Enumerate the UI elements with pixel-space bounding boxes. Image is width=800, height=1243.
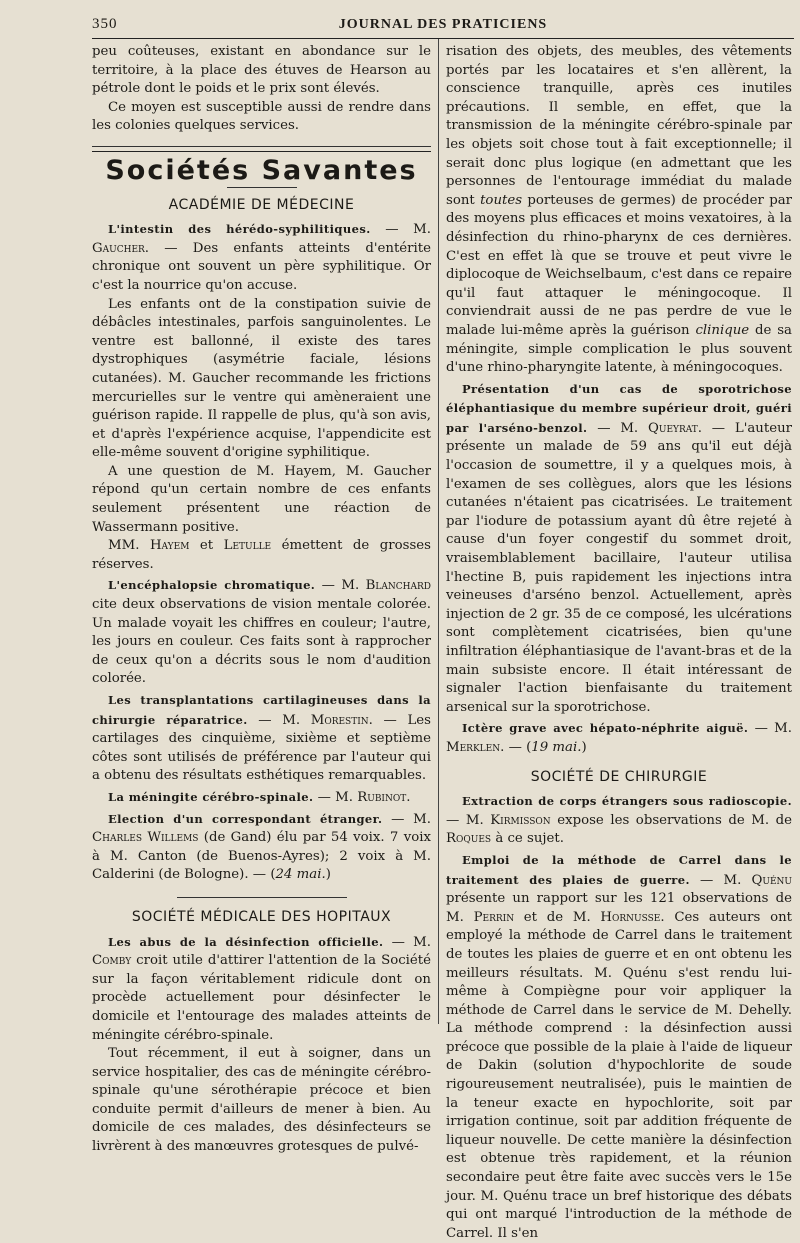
author-name: Letulle xyxy=(223,538,272,554)
intro-paragraph: Ce moyen est susceptible aussi de rendre dans les colonies quelques services. xyxy=(92,99,431,134)
entry-text: à ce sujet. xyxy=(491,831,564,847)
entry-author: Merklen xyxy=(446,739,501,755)
section-title-chirurgie: SOCIÉTÉ DE CHIRURGIE xyxy=(530,768,708,785)
entry-dash: — M. xyxy=(689,872,752,888)
entry-election xyxy=(92,810,431,885)
entry-encephalopsie xyxy=(92,576,431,689)
entry-author: Charles Willems xyxy=(92,830,199,846)
entry-author: Morestin xyxy=(310,712,369,728)
entry-dash: — M. xyxy=(247,712,311,728)
entry-author: Quénu xyxy=(751,872,792,888)
entry-author: Comby xyxy=(92,953,132,969)
entry-dash: — M. xyxy=(587,420,648,436)
entry-sporotrichose xyxy=(446,380,792,718)
entry-transplantations xyxy=(92,691,431,786)
entry-lead: L'intestin des hérédo-syphilitiques. xyxy=(108,222,371,237)
paragraph: A une question de M. Hayem, M. Gaucher répond qu'un certain nombre de ces enfants seulement présentent une réaction de Wassermann positive. xyxy=(92,463,431,535)
entry-lead: La méningite cérébro-spinale. xyxy=(108,789,314,804)
entry-lead: Les transplantations cartilagineuses dans la chirurgie réparatrice. xyxy=(92,693,431,727)
journal-title: JOURNAL DES PRATICIENS xyxy=(338,17,548,32)
text-run: et xyxy=(189,538,224,554)
entry-date: 24 mai. xyxy=(275,867,326,883)
entry-date: 19 mai. xyxy=(531,739,582,755)
entry-lead: Election d'un correspondant étranger. xyxy=(108,811,383,826)
text-run: de sa méningite, simple complication le plus souvent d'une rhino-pharyngite latente, à méningocoques. xyxy=(446,322,792,376)
section-title-academie: ACADÉMIE DE MÉDECINE xyxy=(168,196,355,213)
entry-dash: — M. xyxy=(370,222,431,238)
intro-paragraph: peu coûteuses, existant en abondance sur le territoire, à la place des étuves de Hearson au pétrole dont le poids et le prix sont élevés. xyxy=(92,44,431,97)
emphasis: clinique xyxy=(695,322,750,338)
entry-text: et de M. xyxy=(514,909,601,925)
entry-intestin xyxy=(92,220,431,295)
entry-author: Gaucher xyxy=(92,240,145,256)
entry-text: (de Gand) élu par 54 voix. 7 voix à M. Canton (de Buenos-Ayres); 2 voix à M. Calderini (de Bologne). — ( xyxy=(92,830,431,883)
entry-lead: Les abus de la désinfection officielle. xyxy=(108,934,384,949)
section-separator xyxy=(177,897,347,898)
main-title: Sociétés Savantes xyxy=(105,154,418,186)
entry-author: Rubinot xyxy=(357,789,407,805)
entry-author: Kirmisson xyxy=(490,812,551,828)
paragraph xyxy=(92,537,431,574)
emphasis: toutes xyxy=(480,192,523,208)
entry-meningite xyxy=(92,788,431,808)
entry-dash: — M. xyxy=(748,721,793,737)
entry-text: . xyxy=(406,789,411,805)
entry-close: ) xyxy=(325,867,331,883)
entry-text: . — Les cartilages des cinquième, sixième et septième côtes sont utilisés de préférence par l'auteur qui a obtenu des résultats esthétiques remarquables. xyxy=(92,712,431,784)
right-column xyxy=(446,43,792,1243)
entry-lead: Emploi de la méthode de Carrel dans le traitement des plaies de guerre. xyxy=(446,852,792,887)
entry-desinfection xyxy=(92,933,431,1046)
entry-lead: Extraction de corps étrangers sous radioscopie. xyxy=(462,794,792,809)
entry-lead: Présentation d'un cas de sporotrichose éléphantiasique du membre supérieur droit, guéri par l'arséno-benzol. xyxy=(446,381,792,435)
page-header xyxy=(92,14,794,39)
entry-dash: — M. xyxy=(315,578,366,594)
entry-close: ) xyxy=(581,739,587,755)
entry-dash: — M. xyxy=(446,812,491,828)
entry-text: expose les observations de M. de xyxy=(550,812,793,828)
entry-carrel xyxy=(446,851,792,1243)
left-column xyxy=(92,43,431,1157)
entry-text: . Ces auteurs ont employé la méthode de Carrel dans le traitement de toutes les plaies de guerre et en ont obtenu les meilleurs résultats. M. Quénu s'est rendu lui-même à Compiègne pour voir appliquer la méthode de Carrel dans le service de M. Dehelly. La méthode comprend : la désinfection aussi précoce que possible de la plaie à l'aide de liqueur de Dakin (solution d'hypochlorite de soude rigoureusement neutralisée), puis le maintien de la teneur exacte en hypochlorite, soit par irrigation continue, soit par addition fréquente de liqueur nouvelle. De cette manière la désinfection est obtenue très rapidement, et la réunion secondaire peut être faite avec succès vers le 15e jour. M. Quénu trace un bref historique des débats qui ont marqué l'introduction de la méthode de Carrel. Il s'en xyxy=(446,909,792,1241)
entry-author: Hornusse xyxy=(600,909,661,925)
entry-text: . — L'auteur présente un malade de 59 ans qu'il eut déjà l'occasion de soumettre, il y a quelques mois, à l'examen de ses collègues, alors que les lésions cutanées n'étaient pas cicatrisées. Le traitement par l'iodure de potassium ayant dû être rejeté à cause d'un foyer congestif du sommet droit, vraisemblablement bacillaire, l'auteur utilisa l'hectine B, puis rapidement les injections intra veineuses d'arséno benzol. Actuellement, après injection de 2 gr. 35 de ce composé, les ulcérations sont complètement cicatrisées, bien qu'une infiltration éléphantiasique de l'avant-bras et de la main subsiste encore. Il était intéressant de signaler l'action bienfaisante du traitement arsenical sur la sporotrichose. xyxy=(446,420,792,715)
entry-text: cite deux observations de vision mentale colorée. Un malade voyait les chiffres en couleur; l'autre, les jours en couleur. Ces faits sont à rapprocher de ceux qu'on a décrits sous le nom d'audition colorée. xyxy=(92,597,431,687)
entry-lead: Ictère grave avec hépato-néphrite aiguë. xyxy=(462,721,749,736)
section-rule xyxy=(92,151,431,152)
text-run: porteuses de germes) de procéder par des moyens plus efficaces et moins vexatoires, à la désinfection du rhino-pharynx de ces dernières. C'est en effet là que se trouve et peut vivre le diplocoque de Weichselbaum, c'est dans ce repaire qu'il faut attaquer le méningocoque. Il conviendrait aussi de ne pas perdre de vue le malade lui-même après la guérison xyxy=(446,192,792,338)
entry-dash: — M. xyxy=(313,789,358,805)
section-title-hopitaux: SOCIÉTÉ MÉDICALE DES HOPITAUX xyxy=(131,908,392,925)
entry-dash: — M. xyxy=(383,934,432,950)
entry-author: Blanchard xyxy=(365,578,431,594)
entry-text: croit utile d'attirer l'attention de la Société sur la façon véritablement ridicule dont on procède actuellement pour désinfecter le domicile et l'entourage des malades atteints de méningite cérébro-spinale. xyxy=(92,953,431,1043)
two-column-body xyxy=(92,39,794,1241)
paragraph: Les enfants ont de la constipation suivie de débâcles intestinales, parfois sanguinolentes. Le ventre est ballonné, il existe des tares dystrophiques (asymétrie faciale, lésions cutanées). M. Gaucher recommande les frictions mercurielles sur le ventre qui amèneraient une guérison rapide. Il rappelle de plus, qu'à son avis, et d'après l'expérience acquise, l'appendicite est elle-même souvent d'origine syphilitique. xyxy=(92,296,431,461)
entry-ictere xyxy=(446,719,792,757)
section-rule xyxy=(92,146,431,147)
entry-text: présente un rapport sur les 121 observations de M. xyxy=(446,891,792,925)
paragraph: Tout récemment, il eut à soigner, dans un service hospitalier, des cas de méningite cérébro-spinale qu'une sérothérapie précoce et bien conduite permit d'ailleurs de mener à bien. Au domicile de ces malades, des désinfecteurs se livrèrent à des manœuvres grotesques de pulvé- xyxy=(92,1046,431,1155)
author-name: Hayem xyxy=(149,538,190,554)
entry-author: Perrin xyxy=(473,909,515,925)
entry-lead: L'encéphalopsie chromatique. xyxy=(108,578,316,593)
entry-text: . — ( xyxy=(500,739,532,755)
continued-paragraph xyxy=(446,43,792,378)
title-underline xyxy=(227,187,297,188)
entry-text: . — Des enfants atteints d'entérite chronique ont souvent un père syphilitique. Or c'est la nourrice qu'on accuse. xyxy=(92,240,431,293)
entry-author: Roques xyxy=(446,831,492,847)
text-run: MM. xyxy=(108,538,150,554)
column-divider xyxy=(438,39,439,1024)
entry-author: Queyrat xyxy=(647,420,698,436)
text-run: risation des objets, des meubles, des vêtements portés par les locataires et s'en allèrent, la conscience tranquille, après ces inutiles précautions. Il semble, en effet, que la transmission de la méningite cérébro-spinale par les objets soit chose tout à fait exceptionnelle; il serait donc plus logique (en admettant que les personnes de l'entourage immédiat du malade sont xyxy=(446,44,792,208)
page-number: 350 xyxy=(92,16,118,32)
entry-dash: — M. xyxy=(382,811,431,827)
entry-extraction xyxy=(446,792,792,849)
text-run: émettent de grosses réserves. xyxy=(92,538,431,572)
